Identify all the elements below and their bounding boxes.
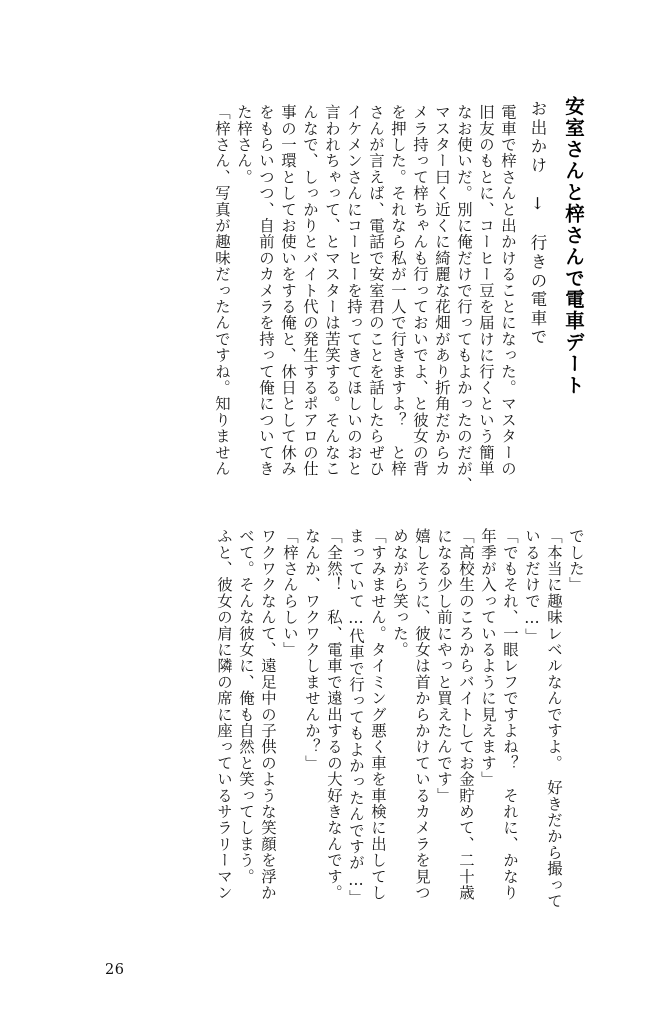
page-title-block (564, 96, 584, 396)
text-column: 「すみません。タイミング悪く車を車検に出してし (369, 528, 387, 901)
text-column: マスター曰く近くに綺麗な花畑があり折角だからカ (433, 104, 451, 477)
text-column: なんか、ワクワクしませんか？」 (303, 528, 321, 772)
text-column: ワクワクなんて、遠足中の子供のような笑顔を浮か (259, 528, 277, 901)
text-column: 嬉しそうに、彼女は首からかけているカメラを見つ (413, 528, 431, 901)
text-column: 旧友のもとに、コーヒー豆を届けに行くという簡単 (477, 104, 495, 477)
text-column: めながら笑った。 (391, 528, 409, 658)
text-column: でした」 (567, 528, 585, 593)
text-column: まっていて…代車で行ってもよかったんですが…」 (347, 528, 365, 906)
page-title: 安室さんと梓さんで電車デート (562, 96, 585, 397)
page-number: 26 (105, 962, 125, 978)
page-subtitle-block (529, 100, 546, 400)
text-column: さんが言えば、電話で安室君のことを話したらぜひ (367, 104, 385, 477)
text-column: 事の一環としてお使いをする俺と、休日として休み (279, 104, 297, 477)
text-column: た梓さん。 (235, 104, 253, 186)
text-column: ふと、彼女の肩に隣の席に座っているサラリーマン (215, 528, 233, 901)
text-column: 言われちゃって、とマスターは苦笑する。そんなこ (323, 104, 341, 477)
text-column: 「でもそれ、一眼レフですよね？ それに、かなり (501, 528, 519, 901)
text-column: 「全然！ 私、電車で遠出するの大好きなんです。 (325, 528, 343, 901)
text-column: なお使いだ。別に俺だけで行ってもよかったのだが、 (455, 104, 473, 493)
body-text-block-upper (207, 104, 515, 514)
text-column: 電車で梓さんと出かけることになった。マスターの (499, 104, 517, 477)
text-column: 「本当に趣味レベルなんですよ。 好きだから撮って (545, 528, 563, 910)
page-subtitle: お出かけ ↓ 行きの電車で (528, 100, 547, 348)
text-column: べて。そんな彼女に、俺も自然と笑ってしまう。 (237, 528, 255, 885)
text-column: になる少し前にやっと買えたんです」 (435, 528, 453, 804)
body-text-block-lower (209, 528, 583, 940)
text-column: メラ持って梓ちゃんも行っておいでよ、と彼女の背 (411, 104, 429, 477)
text-column: を押した。それなら私が一人で行きますよ？ と梓 (389, 104, 407, 477)
text-column: イケメンさんにコーヒーを持ってきてほしいのおと (345, 104, 363, 477)
text-column: 年季が入っているように見えます」 (479, 528, 497, 788)
text-column: 「高校生のころからバイトしてお金貯めて、二十歳 (457, 528, 475, 901)
text-column: 「梓さん、写真が趣味だったんですね。知りません (213, 104, 231, 477)
text-column: んなで、しっかりとバイト代の発生するポアロの仕 (301, 104, 319, 477)
text-column: をもらいつつ、自前のカメラを持って俺についてき (257, 104, 275, 477)
text-column: 「梓さんらしい」 (281, 528, 299, 658)
text-column: いるだけで…」 (523, 528, 541, 645)
